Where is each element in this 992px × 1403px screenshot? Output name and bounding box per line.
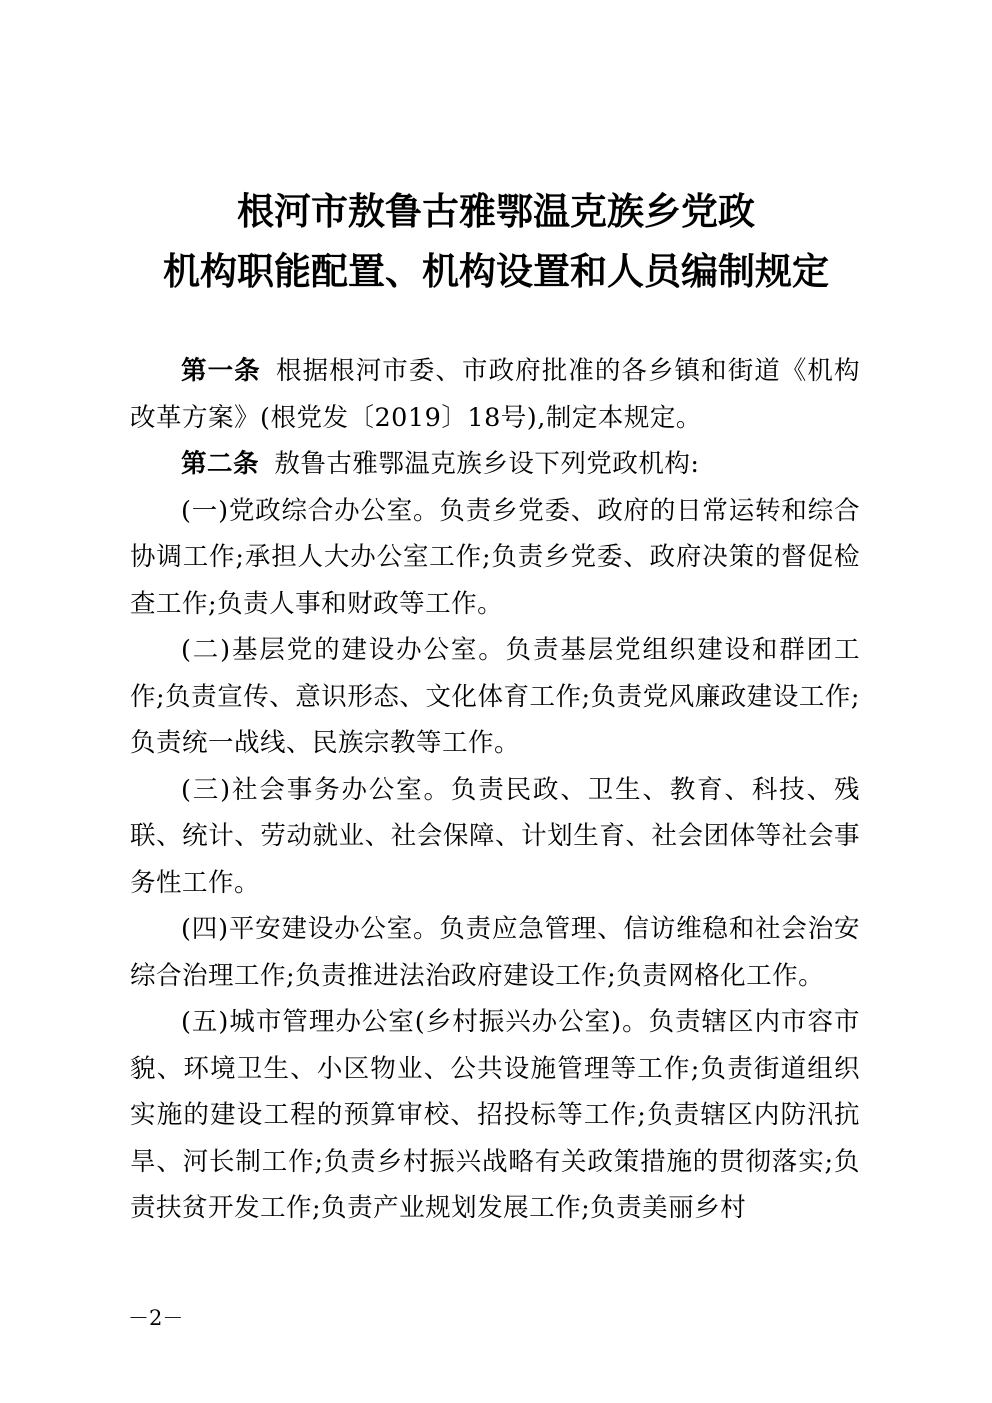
paragraph-text: (五)城市管理办公室(乡村振兴办公室)。负责辖区内市容市貌、环境卫生、小区物业、公共设施管理等工作;负责街道组织实施的建设工程的预算审校、招投标等工作;负责辖区内防汛抗旱、河长制工作;负责乡村振兴战略有关政策措施的贯彻落实;负责扶贫开发工作;负责产业规划发展工作;负责美丽乡村 <box>130 1007 860 1223</box>
paragraph-text: (三)社会事务办公室。负责民政、卫生、教育、科技、残联、统计、劳动就业、社会保障、计划生育、社会团体等社会事务性工作。 <box>130 774 860 898</box>
document-title-line-1: 根河市敖鲁古雅鄂温克族乡党政 <box>237 190 755 233</box>
article-label: 第一条 <box>181 356 261 386</box>
paragraph-text: 根据根河市委、市政府批准的各乡镇和街道《机构改革方案》(根党发〔2019〕18号),制定本规定。 <box>130 356 860 433</box>
list-item-paragraph <box>130 767 860 907</box>
article-2-paragraph <box>130 441 860 488</box>
document-body <box>130 348 860 1232</box>
list-item-paragraph <box>130 999 860 1232</box>
paragraph-text: (二)基层党的建设办公室。负责基层党组织建设和群团工作;负责宣传、意识形态、文化体育工作;负责党风廉政建设工作;负责统一战线、民族宗教等工作。 <box>130 635 860 758</box>
document-title-line-2: 机构职能配置、机构设置和人员编制规定 <box>163 250 829 293</box>
article-1-paragraph <box>130 348 860 441</box>
page-number: －2－ <box>128 1306 184 1330</box>
paragraph-text: 敖鲁古雅鄂温克族乡设下列党政机构: <box>274 449 700 479</box>
paragraph-text: (四)平安建设办公室。负责应急管理、信访维稳和社会治安综合治理工作;负责推进法治政府建设工作;负责网格化工作。 <box>130 914 860 991</box>
list-item-paragraph <box>130 627 860 767</box>
paragraph-text: (一)党政综合办公室。负责乡党委、政府的日常运转和综合协调工作;承担人大办公室工作;负责乡党委、政府决策的督促检查工作;负责人事和财政等工作。 <box>130 495 860 619</box>
list-item-paragraph <box>130 906 860 999</box>
list-item-paragraph <box>130 488 860 628</box>
article-label: 第二条 <box>181 449 260 479</box>
